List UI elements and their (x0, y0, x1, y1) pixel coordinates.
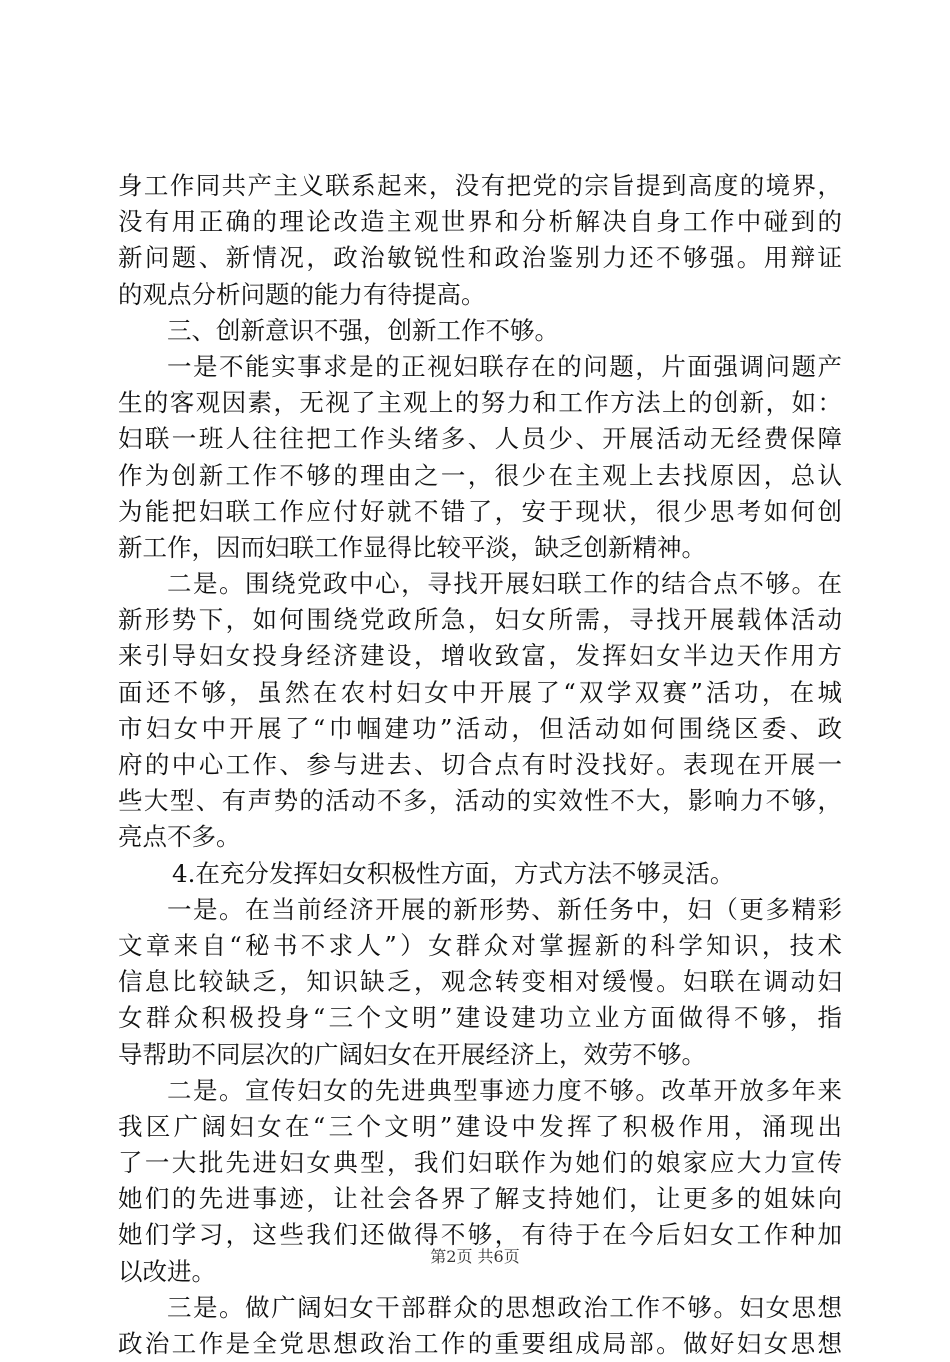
text-line: 二是。宣传妇女的先进典型事迹力度不够。改革开放多年来 (167, 1075, 842, 1105)
text-line: 导帮助不同层次的广阔妇女在开展经济上，效劳不够。 (118, 1039, 706, 1069)
text-line: 没有用正确的理论改造主观世界和分析解决自身工作中碰到的 (118, 207, 842, 237)
text-line: 的观点分析问题的能力有待提高。 (118, 279, 486, 309)
text-line: 亮点不多。 (118, 822, 241, 852)
text-line: 市妇女中开展了“巾帼建功”活动，但活动如何围绕区委、政 (118, 713, 842, 743)
section-heading: 三、创新意识不强，创新工作不够。 (167, 315, 559, 345)
text-line: 三是。做广阔妇女干部群众的思想政治工作不够。妇女思想 (167, 1292, 842, 1322)
page-footer (0, 1244, 950, 1267)
text-line: 政治工作是全党思想政治工作的重要组成局部。做好妇女思想 (118, 1329, 842, 1358)
text-line: 新形势下，如何围绕党政所急，妇女所需，寻找开展载体活动 (118, 605, 842, 635)
text-line: 新问题、新情况，政治敏锐性和政治鉴别力还不够强。用辩证 (118, 243, 842, 273)
text-line: 了一大批先进妇女典型，我们妇联作为她们的娘家应大力宣传 (118, 1148, 842, 1178)
text-line: 来引导妇女投身经济建设，增收致富，发挥妇女半边天作用方 (118, 641, 842, 671)
text-line: 女群众积极投身“三个文明”建设建功立业方面做得不够，指 (118, 1003, 842, 1033)
text-line: 生的客观因素，无视了主观上的努力和工作方法上的创新，如： (118, 388, 842, 418)
text-line: 一是不能实事求是的正视妇联存在的问题，片面强调问题产 (167, 351, 842, 381)
text-line: 她们的先进事迹，让社会各界了解支持她们，让更多的姐妹向 (118, 1184, 842, 1214)
text-line: 信息比较缺乏，知识缺乏，观念转变相对缓慢。妇联在调动妇 (118, 967, 842, 997)
document-body (118, 168, 842, 1362)
text-line: 文章来自“秘书不求人”）女群众对掌握新的科学知识，技术 (118, 930, 842, 960)
text-line: 为能把妇联工作应付好就不错了，安于现状，很少思考如何创 (118, 496, 842, 526)
text-line: 她们学习，这些我们还做得不够，有待于在今后妇女工作种加 (118, 1220, 842, 1250)
text-line: 面还不够，虽然在农村妇女中开展了“双学双赛”活功，在城 (118, 677, 842, 707)
section-heading: 4.在充分发挥妇女积极性方面，方式方法不够灵活。 (172, 858, 735, 888)
text-line: 作为创新工作不够的理由之一，很少在主观上去找原因，总认 (118, 460, 842, 490)
page-number: 第2页 共6页 (430, 1247, 520, 1266)
text-line: 我区广阔妇女在“三个文明”建设中发挥了积极作用，涌现出 (118, 1111, 842, 1141)
text-line: 些大型、有声势的活动不多，活动的实效性不大，影响力不够， (118, 786, 842, 816)
text-line: 以改进。 (118, 1256, 216, 1286)
text-line: 府的中心工作、参与进去、切合点有时没找好。表现在开展一 (118, 750, 842, 779)
text-line: 身工作同共产主义联系起来，没有把党的宗旨提到高度的境界， (118, 171, 842, 200)
text-line: 二是。围绕党政中心，寻找开展妇联工作的结合点不够。在 (167, 569, 842, 599)
text-line: 新工作，因而妇联工作显得比较平淡，缺乏创新精神。 (118, 532, 706, 562)
text-line: 一是。在当前经济开展的新形势、新任务中，妇（更多精彩 (167, 894, 842, 924)
text-line: 妇联一班人往往把工作头绪多、人员少、开展活动无经费保障 (118, 424, 842, 454)
